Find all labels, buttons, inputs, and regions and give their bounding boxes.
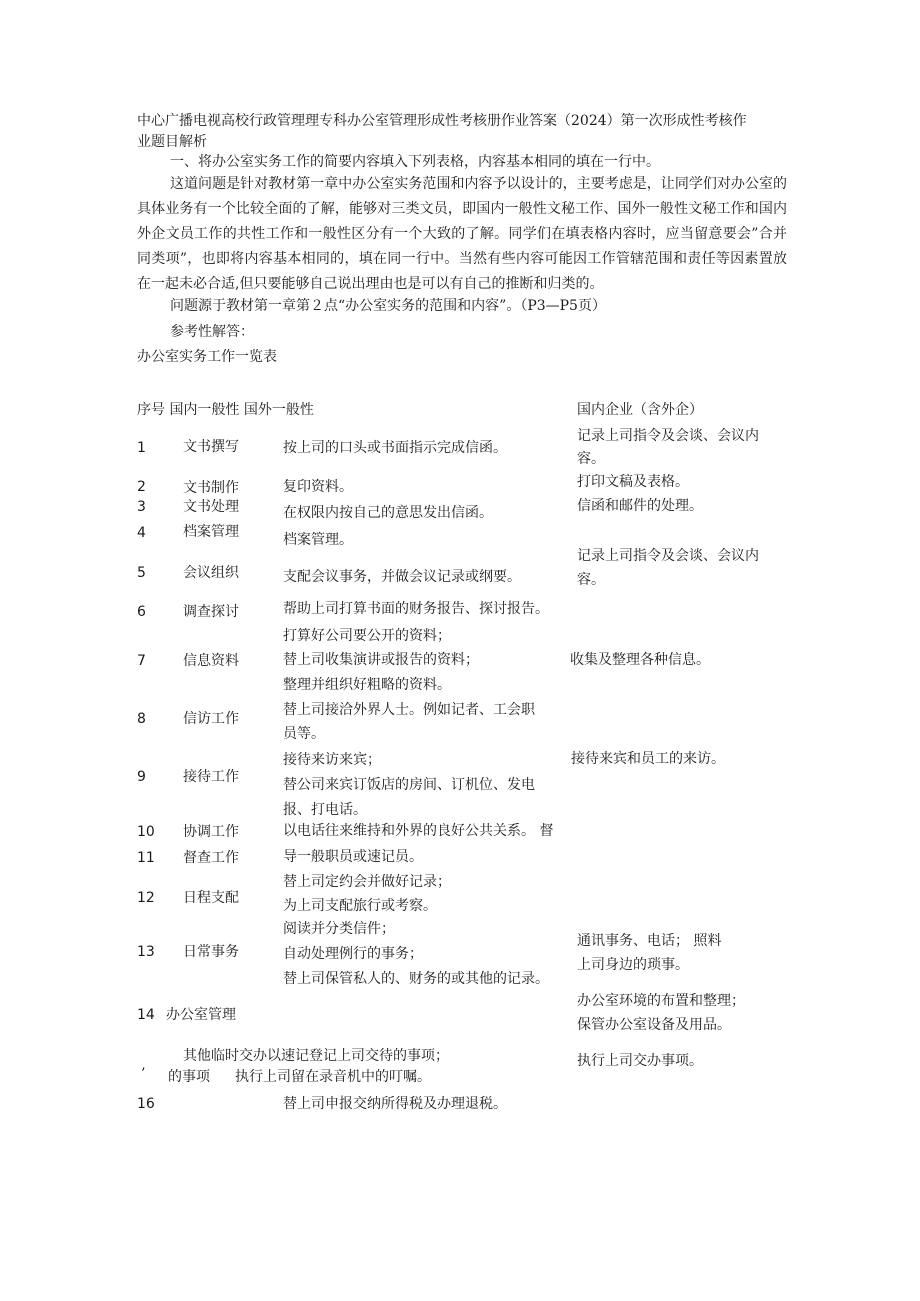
row-enterprise-duty: 容。 xyxy=(577,572,605,588)
row-foreign-duty: 员等。 xyxy=(283,726,325,742)
row-number: 2 xyxy=(137,479,146,495)
row-category: 日程支配 xyxy=(183,890,239,906)
row-number: 9 xyxy=(137,769,146,785)
row-category: 文书撰写 xyxy=(183,439,239,455)
row-number: 12 xyxy=(137,890,155,906)
table-header-left: 序号 国内一般性 国外一般性 xyxy=(137,402,314,418)
row-enterprise-duty: 记录上司指令及会谈、会议内 xyxy=(577,548,759,564)
row-foreign-duty: 执行上司留在录音机中的叮嘱。 xyxy=(235,1069,431,1085)
row-foreign-duty: 自动处理例行的事务； xyxy=(283,946,423,962)
row-foreign-duty: 帮助上司打算书面的财务报告、探讨报告。 xyxy=(283,601,549,617)
row-category: 档案管理 xyxy=(183,524,239,540)
row-foreign-duty: 替公司来宾订饭店的房间、订机位、发电 xyxy=(283,777,535,793)
row-number: 4 xyxy=(137,525,146,541)
row-foreign-duty: 复印资料。 xyxy=(283,479,353,495)
row-number: 13 xyxy=(137,944,155,960)
row-foreign-duty: 整理并组织好粗略的资料。 xyxy=(283,677,451,693)
row-category: 日常事务 xyxy=(183,944,239,960)
row-enterprise-duty: 收集及整理各种信息。 xyxy=(570,652,710,668)
title-line-1: 中心广播电视高校行政管理理专科办公室管理形成性考核册作业答案（2024）第一次形成性考核作 xyxy=(137,113,747,129)
row-foreign-duty: 为上司支配旅行或考察。 xyxy=(283,898,437,914)
row-number: 7 xyxy=(137,653,146,669)
row-foreign-duty: 报、打电话。 xyxy=(283,802,367,818)
row-number: 1 xyxy=(137,440,146,456)
row-foreign-duty: 其他临时交办以速记登记上司交待的事项； xyxy=(183,1048,449,1064)
row-enterprise-duty: 上司身边的琐事。 xyxy=(577,957,689,973)
explanation-paragraph: 这道问题是针对教材第一章中办公室实务范围和内容予以设计的，主要考虑是，让同学们对办公室的具体业务有一个比较全面的了解，能够对三类文员，即国内一般性文秘工作、国外一般性文秘工作和国内外企文员工作的共性工作和一般性区分有一个大致的了解。同学们在填表格内容时，应当留意要会”合并同类项”，也即将内容基本相同的，填在同一行中。当然有些内容可能因工作管辖范围和责任等因素置放在一起未必合适,但只要能够自己说出理由也是可以有自己的推断和归类的。 xyxy=(137,176,787,292)
row-category: 督查工作 xyxy=(183,850,239,866)
row-enterprise-duty: 执行上司交办事项。 xyxy=(577,1053,703,1069)
row-category: 协调工作 xyxy=(183,824,239,840)
row-number: 11 xyxy=(137,850,155,866)
row-category: 的事项 xyxy=(168,1069,210,1085)
row-foreign-duty: 支配会议事务，并做会议记录或纲要。 xyxy=(283,569,521,585)
row-enterprise-duty: 通讯事务、电话； 照料 xyxy=(577,933,722,949)
row-category: 信息资料 xyxy=(183,653,239,669)
row-number: 14 xyxy=(137,1007,155,1023)
row-foreign-duty: 以电话往来维持和外界的良好公共关系。 督 xyxy=(283,823,554,839)
row-number: 8 xyxy=(137,711,146,727)
row-foreign-duty: 替上司保管私人的、财务的或其他的记录。 xyxy=(283,971,549,987)
row-number: 6 xyxy=(137,604,146,620)
row-foreign-duty: 档案管理。 xyxy=(283,532,353,548)
reference-answer-label: 参考性解答： xyxy=(170,324,254,340)
table-title: 办公室实务工作一览表 xyxy=(137,349,277,365)
row-foreign-duty: 替上司接洽外界人士。例如记者、工会职 xyxy=(283,702,535,718)
row-number: ’ xyxy=(141,1066,146,1082)
row-category: 信访工作 xyxy=(183,711,239,727)
row-enterprise-duty: 信函和邮件的处理。 xyxy=(577,498,703,514)
row-foreign-duty: 替上司申报交纳所得税及办理退税。 xyxy=(283,1096,507,1112)
row-enterprise-duty: 接待来宾和员工的来访。 xyxy=(571,751,725,767)
row-foreign-duty: 按上司的口头或书面指示完成信函。 xyxy=(283,440,507,456)
row-number: 3 xyxy=(137,499,146,515)
table-header-enterprise: 国内企业（含外企） xyxy=(577,402,703,418)
row-category: 会议组织 xyxy=(183,565,239,581)
row-number: 16 xyxy=(137,1096,155,1112)
row-foreign-duty: 阅读并分类信件； xyxy=(283,921,395,937)
title-line-2: 业题目解析 xyxy=(137,134,207,150)
row-category: 调查探讨 xyxy=(183,604,239,620)
row-enterprise-duty: 保管办公室设备及用品。 xyxy=(577,1017,731,1033)
row-foreign-duty: 接待来访来宾； xyxy=(283,752,381,768)
row-category: 办公室管理 xyxy=(166,1007,236,1023)
row-category: 接待工作 xyxy=(183,769,239,785)
source-note: 问题源于教材第一章第２点“办公室实务的范围和内容”。（P3—P5页） xyxy=(170,298,606,314)
row-enterprise-duty: 容。 xyxy=(577,451,605,467)
row-foreign-duty: 打算好公司要公开的资料； xyxy=(283,628,451,644)
row-category: 文书处理 xyxy=(183,499,239,515)
row-foreign-duty: 在权限内按自己的意思发出信函。 xyxy=(283,505,493,521)
row-number: 5 xyxy=(137,565,146,581)
row-enterprise-duty: 打印文稿及表格。 xyxy=(577,474,689,490)
row-enterprise-duty: 记录上司指令及会谈、会议内 xyxy=(577,428,759,444)
row-foreign-duty: 替上司定约会并做好记录； xyxy=(283,874,451,890)
row-foreign-duty: 替上司收集演讲或报告的资料； xyxy=(283,652,479,668)
row-category: 文书制作 xyxy=(183,480,239,496)
row-enterprise-duty: 办公室环境的布置和整理； xyxy=(577,993,745,1009)
row-number: 10 xyxy=(137,824,155,840)
row-foreign-duty: 导一般职员或速记员。 xyxy=(283,849,423,865)
question-1: 一、将办公室实务工作的简要内容填入下列表格，内容基本相同的填在一行中。 xyxy=(170,154,660,170)
